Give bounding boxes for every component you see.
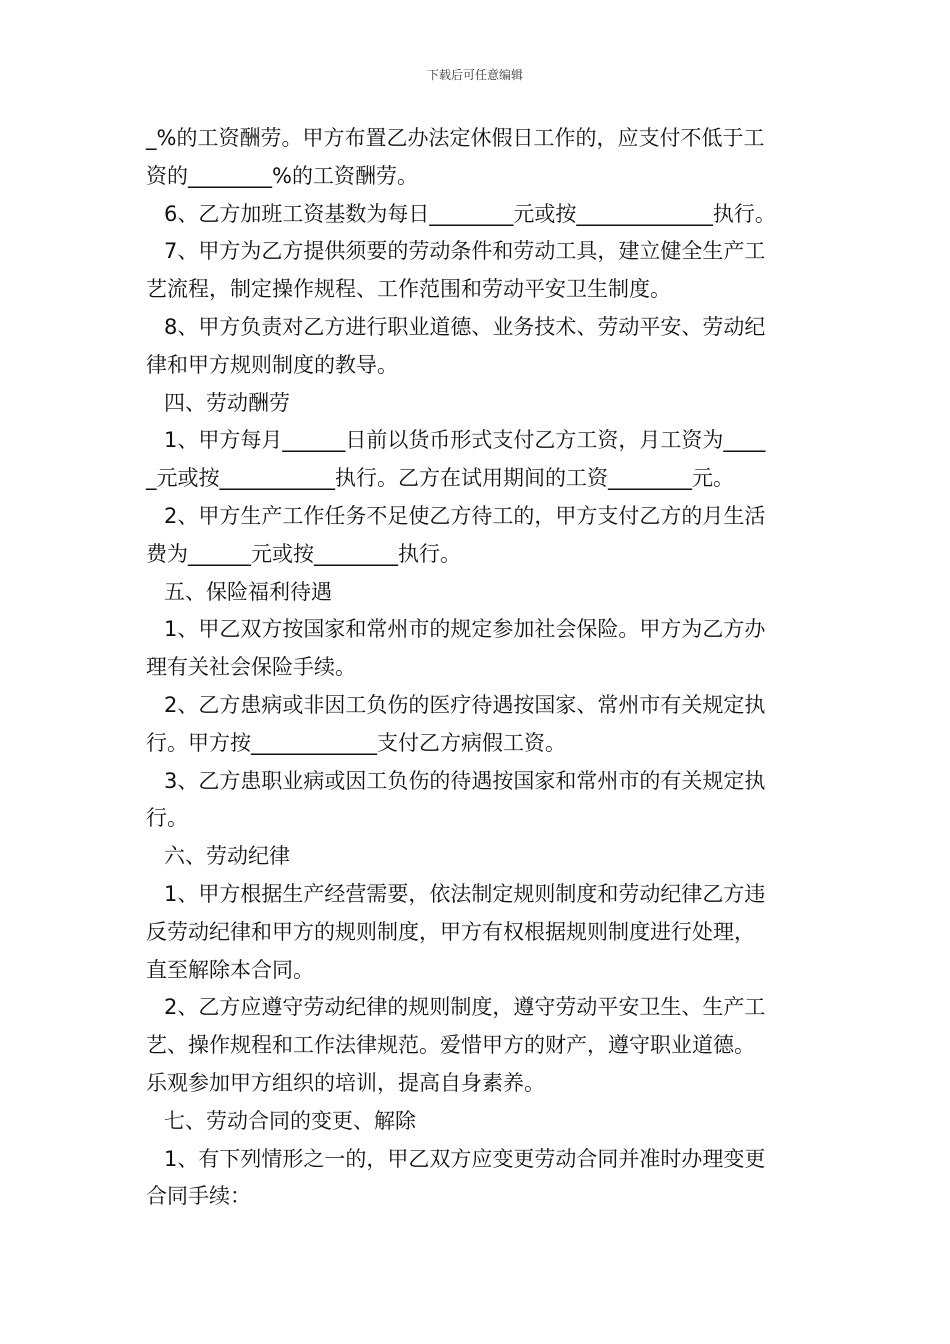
text-line: 行。: [146, 806, 188, 831]
text-line: 直至解除本合同。: [146, 957, 314, 982]
section-heading: 五、保险福利待遇: [164, 579, 332, 604]
clause-line: 1、甲方每月______日前以货币形式支付乙方工资，月工资为____: [164, 428, 766, 453]
clause-line: 1、有下列情形之一的，甲乙双方应变更劳动合同并准时办理变更: [164, 1146, 766, 1171]
clause-line: 6、乙方加班工资基数为每日________元或按_____________执行。: [164, 201, 776, 226]
clause-line: 2、甲方生产工作任务不足使乙方待工的，甲方支付乙方的月生活: [164, 503, 766, 528]
clause-line: 2、乙方应遵守劳动纪律的规则制度，遵守劳动平安卫生、生产工: [164, 995, 766, 1020]
text-line: 艺流程，制定操作规程、工作范围和劳动平安卫生制度。: [146, 277, 671, 302]
clause-line: 1、甲方根据生产经营需要，依法制定规则制度和劳动纪律乙方违: [164, 881, 766, 906]
clause-line: 3、乙方患职业病或因工负伤的待遇按国家和常州市的有关规定执: [164, 768, 766, 793]
text-line: 律和甲方规则制度的教导。: [146, 352, 398, 377]
page-header: 下载后可任意编辑: [426, 68, 523, 82]
text-line: 资的________%的工资酬劳。: [146, 163, 418, 188]
text-line: 乐观参加甲方组织的培训，提高自身素养。: [146, 1070, 545, 1095]
text-line: 费为______元或按________执行。: [146, 541, 461, 566]
clause-line: 7、甲方为乙方提供须要的劳动条件和劳动工具，建立健全生产工: [164, 239, 766, 264]
clause-line: 2、乙方患病或非因工负伤的医疗待遇按国家、常州市有关规定执: [164, 692, 766, 717]
text-line: 理有关社会保险手续。: [146, 655, 356, 680]
document-body: [146, 120, 814, 1216]
section-heading: 七、劳动合同的变更、解除: [164, 1108, 416, 1133]
text-line: 反劳动纪律和甲方的规则制度，甲方有权根据规则制度进行处理，: [146, 919, 755, 944]
section-heading: 六、劳动纪律: [164, 844, 290, 869]
text-line: _元或按___________执行。乙方在试用期间的工资________元。: [146, 466, 734, 491]
clause-line: 8、甲方负责对乙方进行职业道德、业务技术、劳动平安、劳动纪: [164, 314, 766, 339]
clause-line: 1、甲乙双方按国家和常州市的规定参加社会保险。甲方为乙方办: [164, 617, 766, 642]
text-line: 艺、操作规程和工作法律规范。爱惜甲方的财产，遵守职业道德。: [146, 1033, 755, 1058]
section-heading: 四、劳动酬劳: [164, 390, 290, 415]
text-line: _%的工资酬劳。甲方布置乙办法定休假日工作的，应支付不低于工: [146, 126, 765, 150]
text-line: 合同手续：: [146, 1184, 251, 1209]
text-line: 行。甲方按____________支付乙方病假工资。: [146, 730, 566, 755]
